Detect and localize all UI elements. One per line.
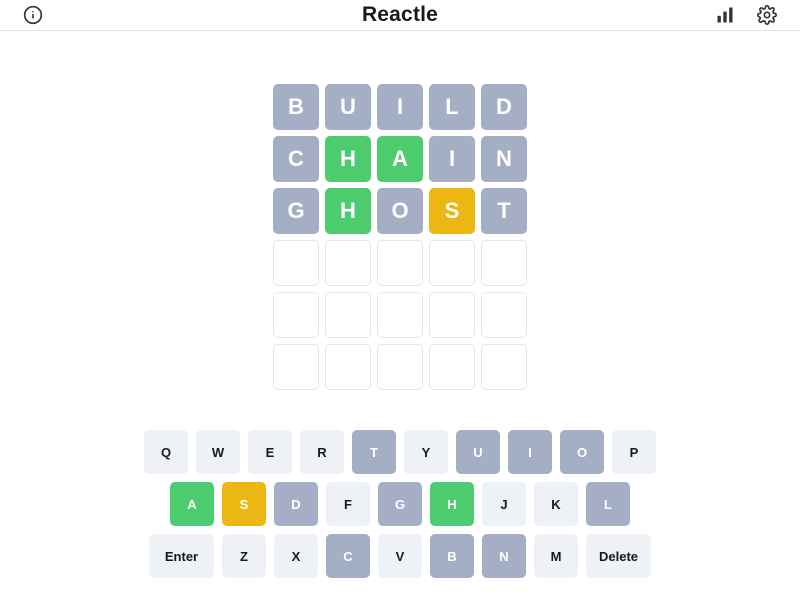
- header-left-group: [22, 4, 44, 26]
- letter-tile: [429, 240, 475, 286]
- key-z[interactable]: Z: [222, 534, 266, 578]
- key-x[interactable]: X: [274, 534, 318, 578]
- letter-tile: [481, 344, 527, 390]
- letter-tile: [481, 240, 527, 286]
- letter-tile: I: [377, 84, 423, 130]
- key-b[interactable]: B: [430, 534, 474, 578]
- letter-tile: [325, 240, 371, 286]
- letter-tile: [273, 292, 319, 338]
- letter-tile: D: [481, 84, 527, 130]
- letter-tile: G: [273, 188, 319, 234]
- letter-tile: T: [481, 188, 527, 234]
- letter-tile: C: [273, 136, 319, 182]
- key-k[interactable]: K: [534, 482, 578, 526]
- key-m[interactable]: M: [534, 534, 578, 578]
- key-s[interactable]: S: [222, 482, 266, 526]
- header-divider: [0, 30, 800, 31]
- letter-tile: [377, 344, 423, 390]
- letter-tile: [377, 292, 423, 338]
- key-y[interactable]: Y: [404, 430, 448, 474]
- letter-tile: B: [273, 84, 319, 130]
- page-title: Reactle: [361, 3, 439, 26]
- gear-icon[interactable]: [756, 4, 778, 26]
- header-right-group: [714, 4, 778, 26]
- key-o[interactable]: O: [560, 430, 604, 474]
- letter-tile: [325, 292, 371, 338]
- letter-tile: N: [481, 136, 527, 182]
- key-u[interactable]: U: [456, 430, 500, 474]
- letter-tile: S: [429, 188, 475, 234]
- key-f[interactable]: F: [326, 482, 370, 526]
- letter-tile: [429, 344, 475, 390]
- letter-tile: [377, 240, 423, 286]
- letter-tile: I: [429, 136, 475, 182]
- keyboard-row: [170, 482, 630, 526]
- letter-tile: L: [429, 84, 475, 130]
- app-header: [0, 0, 800, 30]
- letter-tile: [429, 292, 475, 338]
- board-row: [273, 292, 527, 338]
- key-l[interactable]: L: [586, 482, 630, 526]
- key-t[interactable]: T: [352, 430, 396, 474]
- key-p[interactable]: P: [612, 430, 656, 474]
- letter-tile: [273, 344, 319, 390]
- key-n[interactable]: N: [482, 534, 526, 578]
- key-w[interactable]: W: [196, 430, 240, 474]
- board-row: [273, 240, 527, 286]
- board-container: [0, 84, 800, 390]
- key-a[interactable]: A: [170, 482, 214, 526]
- board-row: [273, 344, 527, 390]
- board-row: [273, 188, 527, 234]
- key-h[interactable]: H: [430, 482, 474, 526]
- keyboard-row: [149, 534, 651, 578]
- chart-bar-icon[interactable]: [714, 4, 736, 26]
- key-j[interactable]: J: [482, 482, 526, 526]
- key-v[interactable]: V: [378, 534, 422, 578]
- letter-tile: H: [325, 188, 371, 234]
- key-r[interactable]: R: [300, 430, 344, 474]
- letter-tile: U: [325, 84, 371, 130]
- info-icon[interactable]: [22, 4, 44, 26]
- on-screen-keyboard: [0, 430, 800, 578]
- key-delete[interactable]: Delete: [586, 534, 651, 578]
- key-enter[interactable]: Enter: [149, 534, 214, 578]
- guess-board: [273, 84, 527, 390]
- board-row: [273, 84, 527, 130]
- key-c[interactable]: C: [326, 534, 370, 578]
- letter-tile: O: [377, 188, 423, 234]
- letter-tile: [325, 344, 371, 390]
- letter-tile: H: [325, 136, 371, 182]
- keyboard-row: [144, 430, 656, 474]
- letter-tile: [273, 240, 319, 286]
- letter-tile: A: [377, 136, 423, 182]
- key-i[interactable]: I: [508, 430, 552, 474]
- key-d[interactable]: D: [274, 482, 318, 526]
- key-q[interactable]: Q: [144, 430, 188, 474]
- key-g[interactable]: G: [378, 482, 422, 526]
- letter-tile: [481, 292, 527, 338]
- key-e[interactable]: E: [248, 430, 292, 474]
- board-row: [273, 136, 527, 182]
